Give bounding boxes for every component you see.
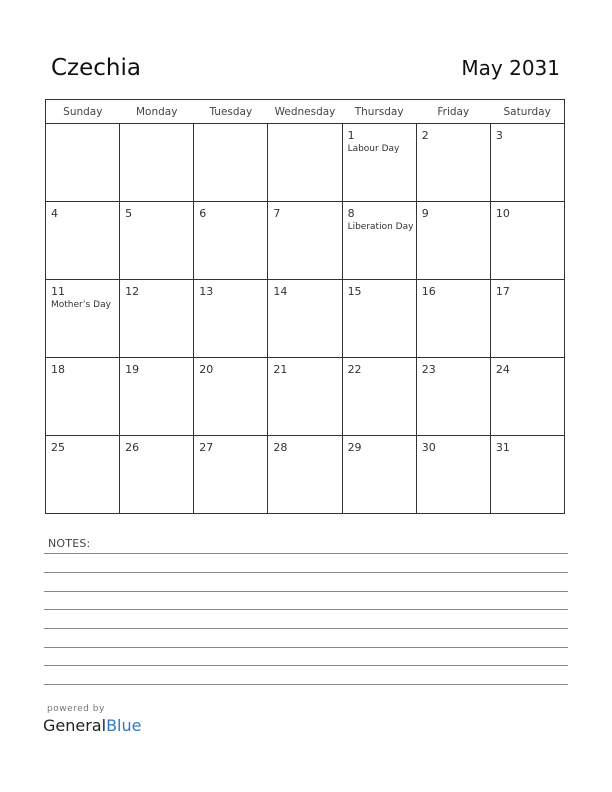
day-number: 16 [421, 285, 436, 298]
day-number: 12 [125, 285, 140, 298]
notes-line [44, 591, 568, 592]
weekday-header-row [46, 100, 565, 124]
day-number: 28 [273, 441, 288, 454]
day-cell[interactable] [490, 124, 564, 202]
notes-label: NOTES: [48, 537, 91, 550]
day-number: 14 [273, 285, 288, 298]
day-number: 1 [347, 129, 355, 142]
day-cell[interactable] [268, 202, 342, 280]
notes-line [44, 665, 568, 666]
holiday-label: Liberation Day [347, 222, 414, 232]
day-cell[interactable] [268, 436, 342, 514]
notes-line [44, 647, 568, 648]
notes-line [44, 572, 568, 573]
weekday-tuesday: Tuesday [194, 100, 268, 124]
day-number: 13 [199, 285, 214, 298]
brand-blue: Blue [106, 716, 142, 735]
day-number: 5 [125, 207, 133, 220]
day-cell[interactable] [46, 202, 120, 280]
weekday-thursday: Thursday [342, 100, 416, 124]
day-cell[interactable] [194, 436, 268, 514]
day-number: 20 [199, 363, 214, 376]
day-number: 9 [421, 207, 429, 220]
day-number: 29 [347, 441, 362, 454]
powered-by-text: powered by [47, 704, 105, 714]
day-cell[interactable] [268, 280, 342, 358]
day-cell[interactable] [490, 202, 564, 280]
day-number: 4 [51, 207, 58, 220]
day-cell[interactable] [120, 124, 194, 202]
holiday-label: Mother’s Day [51, 300, 111, 310]
day-cell[interactable] [490, 280, 564, 358]
day-number: 7 [273, 207, 281, 220]
day-number: 2 [421, 129, 429, 142]
day-cell[interactable] [416, 358, 490, 436]
weekday-wednesday: Wednesday [268, 100, 342, 124]
brand-general: General [43, 716, 107, 735]
day-cell[interactable] [342, 280, 416, 358]
day-number: 11 [51, 285, 65, 298]
day-cell[interactable] [268, 124, 342, 202]
week-row [46, 202, 565, 280]
day-cell[interactable] [342, 202, 416, 280]
day-number: 22 [347, 363, 362, 376]
day-cell[interactable] [268, 358, 342, 436]
notes-line [44, 553, 568, 554]
day-number: 26 [125, 441, 140, 454]
week-row [46, 280, 565, 358]
day-number: 18 [51, 363, 65, 376]
day-cell[interactable] [120, 436, 194, 514]
notes-line [44, 628, 568, 629]
day-number: 23 [421, 363, 436, 376]
day-cell[interactable] [342, 436, 416, 514]
weekday-saturday: Saturday [490, 100, 564, 124]
day-cell[interactable] [120, 202, 194, 280]
day-cell[interactable] [120, 358, 194, 436]
country-title: Czechia [51, 55, 141, 81]
day-cell[interactable] [46, 358, 120, 436]
day-number: 21 [273, 363, 288, 376]
weekday-friday: Friday [416, 100, 490, 124]
holiday-label: Labour Day [347, 144, 400, 154]
day-number: 6 [199, 207, 207, 220]
day-cell[interactable] [490, 436, 564, 514]
day-cell[interactable] [194, 202, 268, 280]
day-cell[interactable] [490, 358, 564, 436]
day-cell[interactable] [416, 124, 490, 202]
notes-line [44, 684, 568, 685]
day-cell[interactable] [342, 358, 416, 436]
day-cell[interactable] [46, 280, 120, 358]
day-cell[interactable] [46, 124, 120, 202]
day-number: 10 [495, 207, 510, 220]
day-cell[interactable] [416, 280, 490, 358]
day-cell[interactable] [194, 358, 268, 436]
day-number: 30 [421, 441, 436, 454]
week-row [46, 436, 565, 514]
day-cell[interactable] [194, 124, 268, 202]
day-number: 19 [125, 363, 140, 376]
generalblue-logo[interactable] [43, 716, 141, 735]
day-number: 24 [495, 363, 510, 376]
day-number: 31 [495, 441, 510, 454]
day-number: 8 [347, 207, 355, 220]
day-cell[interactable] [120, 280, 194, 358]
day-cell[interactable] [342, 124, 416, 202]
day-number: 17 [495, 285, 510, 298]
day-number: 25 [51, 441, 65, 454]
day-number: 15 [347, 285, 362, 298]
month-year-title: May 2031 [461, 56, 560, 80]
day-cell[interactable] [416, 202, 490, 280]
day-cell[interactable] [194, 280, 268, 358]
day-cell[interactable] [46, 436, 120, 514]
day-number: 27 [199, 441, 214, 454]
calendar-grid [45, 99, 565, 514]
notes-line [44, 609, 568, 610]
weekday-sunday: Sunday [46, 100, 120, 124]
day-number: 3 [495, 129, 503, 142]
week-row [46, 124, 565, 202]
weekday-monday: Monday [120, 100, 194, 124]
week-row [46, 358, 565, 436]
day-cell[interactable] [416, 436, 490, 514]
